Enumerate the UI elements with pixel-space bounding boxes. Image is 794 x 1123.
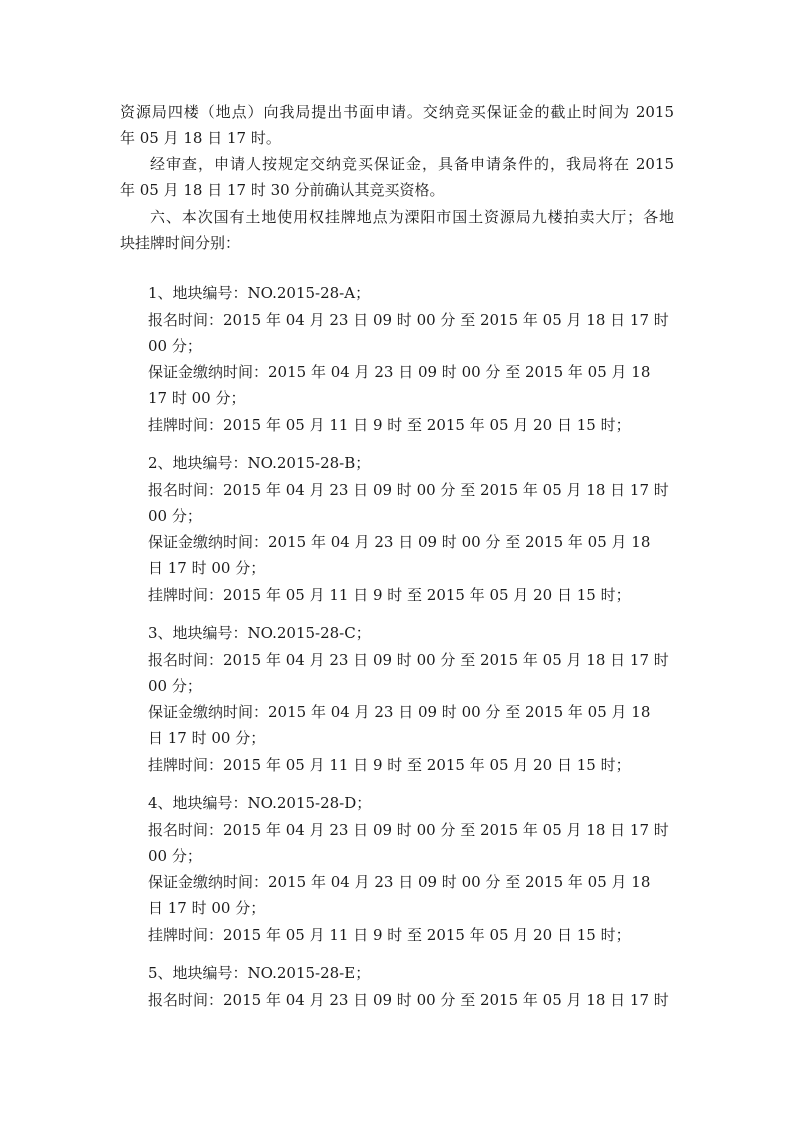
deposit-time-line1: 保证金缴纳时间：2015 年 04 月 23 日 09 时 00 分 至 2015 年 05 月 18	[148, 703, 651, 721]
registration-time-line1: 报名时间：2015 年 04 月 23 日 09 时 00 分 至 2015 年 05 月 18 日 17 时	[148, 651, 669, 669]
intro-p2-line1: 经审查，申请人按规定交纳竞买保证金，具备申请条件的，我局将在 2015	[150, 155, 674, 173]
intro-p1-line2: 年 05 月 18 日 17 时。	[120, 129, 281, 147]
listing-time: 挂牌时间：2015 年 05 月 11 日 9 时 至 2015 年 05 月 20 日 15 时；	[148, 756, 631, 774]
registration-time-line2: 00 分；	[148, 337, 202, 355]
deposit-time-line2: 日 17 时 00 分；	[148, 899, 266, 917]
intro-p2-line2: 年 05 月 18 日 17 时 30 分前确认其竞买资格。	[120, 181, 445, 199]
registration-time-line1: 报名时间：2015 年 04 月 23 日 09 时 00 分 至 2015 年 05 月 18 日 17 时	[148, 311, 669, 329]
parcel-title: 1、地块编号：NO.2015-28-A；	[148, 284, 371, 302]
intro-p3-line1: 六、本次国有土地使用权挂牌地点为溧阳市国土资源局九楼拍卖大厅；各地	[150, 208, 674, 226]
parcel-title: 2、地块编号：NO.2015-28-B；	[148, 454, 371, 472]
deposit-time-line2: 日 17 时 00 分；	[148, 729, 266, 747]
deposit-time-line2: 17 时 00 分；	[148, 389, 246, 407]
registration-time-line1: 报名时间：2015 年 04 月 23 日 09 时 00 分 至 2015 年 05 月 18 日 17 时	[148, 991, 669, 1009]
registration-time-line1: 报名时间：2015 年 04 月 23 日 09 时 00 分 至 2015 年 05 月 18 日 17 时	[148, 821, 669, 839]
listing-time: 挂牌时间：2015 年 05 月 11 日 9 时 至 2015 年 05 月 20 日 15 时；	[148, 586, 631, 604]
registration-time-line1: 报名时间：2015 年 04 月 23 日 09 时 00 分 至 2015 年 05 月 18 日 17 时	[148, 481, 669, 499]
parcel-title: 5、地块编号：NO.2015-28-E；	[148, 964, 371, 982]
deposit-time-line2: 日 17 时 00 分；	[148, 559, 266, 577]
registration-time-line2: 00 分；	[148, 847, 202, 865]
deposit-time-line1: 保证金缴纳时间：2015 年 04 月 23 日 09 时 00 分 至 2015 年 05 月 18	[148, 533, 651, 551]
registration-time-line2: 00 分；	[148, 677, 202, 695]
deposit-time-line1: 保证金缴纳时间：2015 年 04 月 23 日 09 时 00 分 至 2015 年 05 月 18	[148, 363, 651, 381]
parcel-title: 3、地块编号：NO.2015-28-C；	[148, 624, 371, 642]
deposit-time-line1: 保证金缴纳时间：2015 年 04 月 23 日 09 时 00 分 至 2015 年 05 月 18	[148, 873, 651, 891]
intro-p3-line2: 块挂牌时间分别：	[120, 234, 241, 252]
registration-time-line2: 00 分；	[148, 507, 202, 525]
parcel-title: 4、地块编号：NO.2015-28-D；	[148, 794, 372, 812]
listing-time: 挂牌时间：2015 年 05 月 11 日 9 时 至 2015 年 05 月 20 日 15 时；	[148, 416, 631, 434]
listing-time: 挂牌时间：2015 年 05 月 11 日 9 时 至 2015 年 05 月 20 日 15 时；	[148, 926, 631, 944]
intro-p1-line1: 资源局四楼（地点）向我局提出书面申请。交纳竞买保证金的截止时间为 2015	[120, 103, 674, 121]
